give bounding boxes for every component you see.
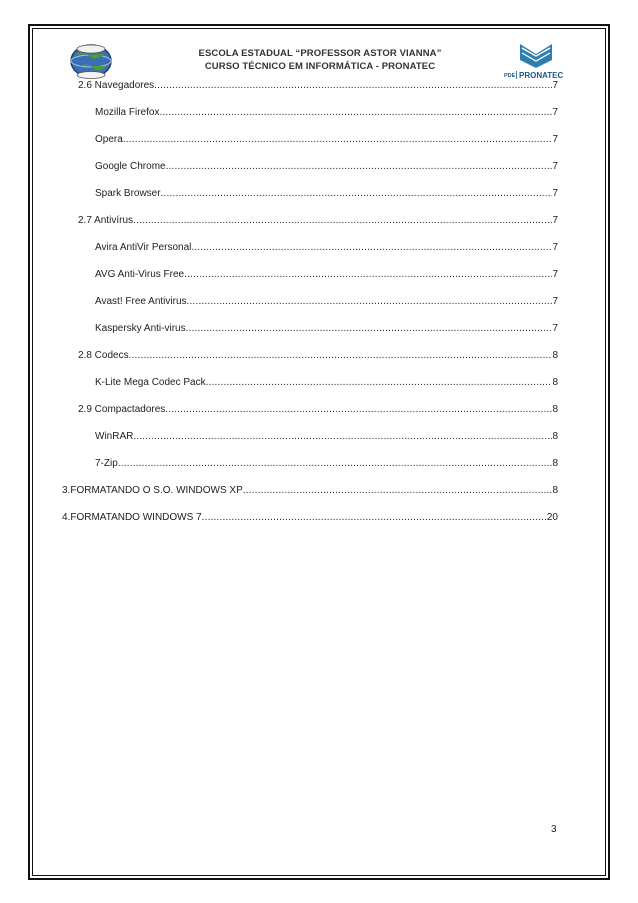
toc-entry[interactable] xyxy=(78,403,558,417)
toc-leader-dots xyxy=(133,214,552,228)
toc-leader-dots xyxy=(123,133,553,147)
toc-entry[interactable] xyxy=(95,322,558,336)
toc-leader-dots xyxy=(191,241,552,255)
toc-leader-dots xyxy=(186,322,553,336)
toc-entry[interactable] xyxy=(95,376,558,390)
toc-entry-label: 7-Zip xyxy=(95,458,118,469)
toc-entry[interactable] xyxy=(95,133,558,147)
toc-entry-label: 2.6 Navegadores xyxy=(78,80,155,91)
toc-entry-page: 7 xyxy=(552,242,558,253)
toc-entry-label: K-Lite Mega Codec Pack xyxy=(95,377,206,388)
toc-entry-label: WinRAR xyxy=(95,431,134,442)
toc-entry-page: 20 xyxy=(546,512,558,523)
toc-leader-dots xyxy=(165,403,552,417)
toc-entry-page: 8 xyxy=(552,377,558,388)
toc-entry[interactable] xyxy=(78,79,558,93)
toc-leader-dots xyxy=(187,295,553,309)
toc-entry-page: 8 xyxy=(552,458,558,469)
toc-entry[interactable] xyxy=(95,187,558,201)
toc-entry[interactable] xyxy=(95,457,558,471)
toc-entry-page: 7 xyxy=(552,296,558,307)
logo-small-text: PDE xyxy=(504,73,516,79)
toc-leader-dots xyxy=(129,349,553,363)
toc-leader-dots xyxy=(161,187,553,201)
toc-entry-page: 8 xyxy=(552,485,558,496)
toc-entry-label: Avast! Free Antivirus xyxy=(95,296,187,307)
toc-entry-label: AVG Anti-Virus Free xyxy=(95,269,185,280)
toc-leader-dots xyxy=(166,160,553,174)
toc-entry-page: 8 xyxy=(552,350,558,361)
toc-entry-page: 7 xyxy=(552,323,558,334)
toc-entry-page: 8 xyxy=(552,404,558,415)
toc-leader-dots xyxy=(206,376,553,390)
toc-entry[interactable] xyxy=(95,160,558,174)
toc-entry[interactable] xyxy=(95,106,558,120)
toc-entry[interactable] xyxy=(78,349,558,363)
toc-entry[interactable] xyxy=(78,214,558,228)
course-name: CURSO TÉCNICO EM INFORMÁTICA - PRONATEC xyxy=(204,61,436,72)
toc-entry[interactable] xyxy=(62,511,558,525)
toc-entry[interactable] xyxy=(95,268,558,282)
toc-entry-page: 7 xyxy=(552,269,558,280)
toc-entry-page: 7 xyxy=(552,188,558,199)
toc-entry-label: 4.FORMATANDO WINDOWS 7 xyxy=(62,512,202,523)
toc-entry-label: Mozilla Firefox xyxy=(95,107,160,118)
toc-leader-dots xyxy=(154,79,552,93)
toc-entry-label: 3.FORMATANDO O S.O. WINDOWS XP xyxy=(62,485,243,496)
toc-entry[interactable] xyxy=(62,484,558,498)
toc-leader-dots xyxy=(118,457,553,471)
toc-entry[interactable] xyxy=(95,430,558,444)
toc-entry-label: Google Chrome xyxy=(95,161,166,172)
toc-entry-page: 8 xyxy=(552,431,558,442)
toc-entry-label: Kaspersky Anti-virus xyxy=(95,323,186,334)
toc-entry-page: 7 xyxy=(552,107,558,118)
toc-entry[interactable] xyxy=(95,295,558,309)
toc-leader-dots xyxy=(184,268,552,282)
page-number: 3 xyxy=(551,824,557,835)
toc-entry[interactable] xyxy=(95,241,558,255)
toc-entry-page: 7 xyxy=(552,215,558,226)
toc-leader-dots xyxy=(202,511,547,525)
toc-entry-label: Spark Browser xyxy=(95,188,161,199)
toc-entry-page: 7 xyxy=(552,134,558,145)
toc-entry-label: 2.8 Codecs xyxy=(78,350,129,361)
toc-entry-label: 2.9 Compactadores xyxy=(78,404,166,415)
school-name: ESCOLA ESTADUAL “PROFESSOR ASTOR VIANNA” xyxy=(198,48,442,59)
toc-entry-label: Opera xyxy=(95,134,123,145)
logo-brand-text: PRONATEC xyxy=(519,71,564,80)
toc-leader-dots xyxy=(243,484,553,498)
toc-entry-label: Avira AntiVir Personal xyxy=(95,242,192,253)
toc-entry-page: 7 xyxy=(552,80,558,91)
toc-entry-page: 7 xyxy=(552,161,558,172)
toc-entry-label: 2.7 Antivírus xyxy=(78,215,134,226)
toc-leader-dots xyxy=(159,106,552,120)
toc-leader-dots xyxy=(133,430,552,444)
